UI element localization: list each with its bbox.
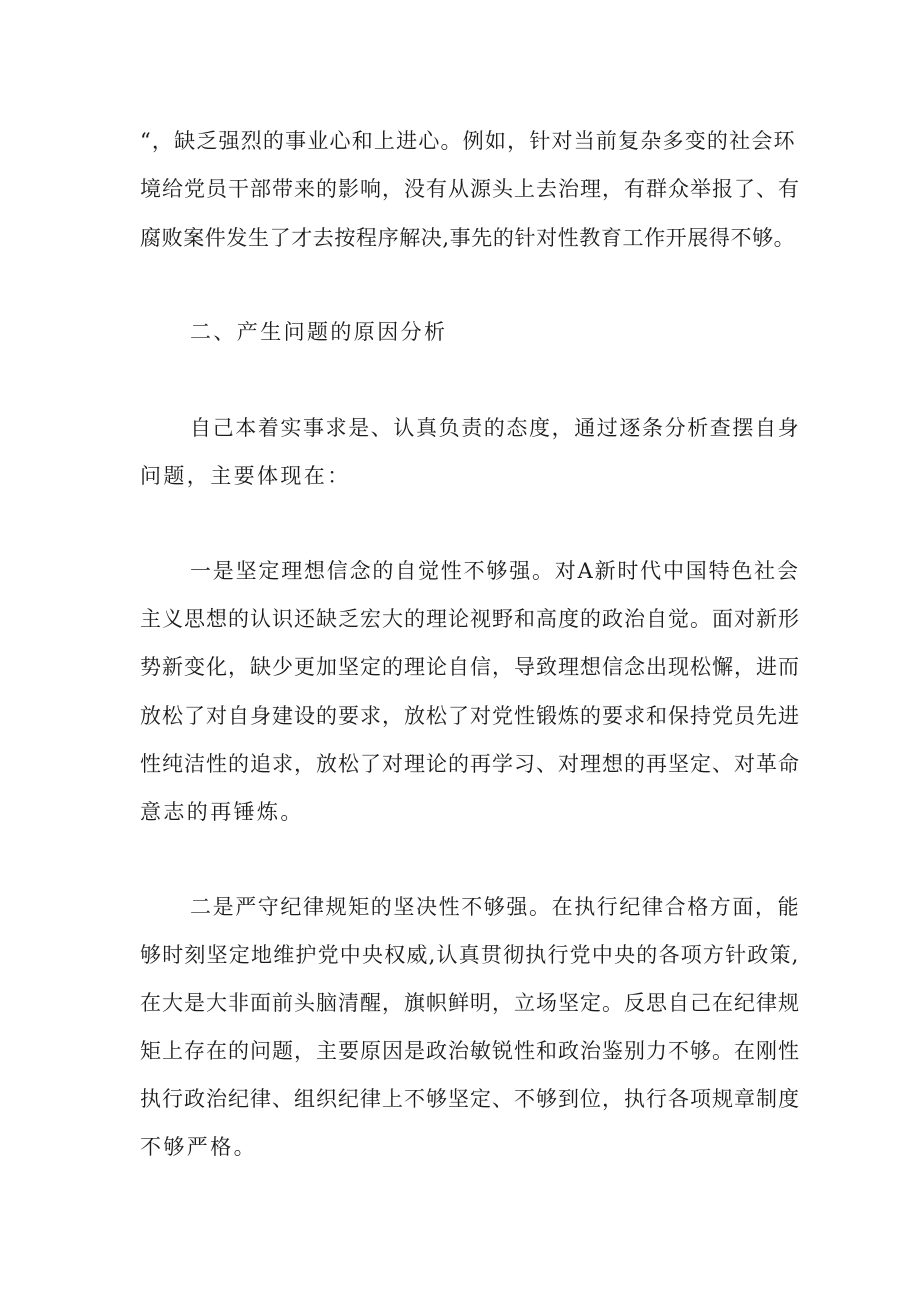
paragraph-2-line-1: 自己本着实事求是、认真负责的态度，通过逐条分析查摆自身 xyxy=(190,416,801,440)
paragraph-4-line-6: 不够严格。 xyxy=(140,1135,257,1159)
paragraph-4-line-2: 够时刻坚定地维护党中央权威,认真贯彻执行党中央的各项方针政策, xyxy=(140,943,800,967)
paragraph-4-line-1: 二是严守纪律规矩的坚决性不够强。在执行纪律合格方面，能 xyxy=(190,895,801,919)
paragraph-3-line-2: 主义思想的认识还缺乏宏大的理论视野和高度的政治自觉。面对新形 xyxy=(140,607,800,631)
paragraph-3-line-6: 意志的再锤炼。 xyxy=(140,800,304,824)
paragraph-3-line-3: 势新变化，缺少更加坚定的理论自信，导致理想信念出现松懈，进而 xyxy=(140,655,800,679)
paragraph-1-line-3: 腐败案件发生了才去按程序解决,事先的针对性教育工作开展得不够。 xyxy=(140,226,796,250)
paragraph-4-line-4: 矩上存在的问题，主要原因是政治敏锐性和政治鉴别力不够。在刚性 xyxy=(140,1039,800,1063)
paragraph-3-line-1: 一是坚定理想信念的自觉性不够强。对A新时代中国特色社会 xyxy=(190,559,800,583)
paragraph-4-line-5: 执行政治纪律、组织纪律上不够坚定、不够到位，执行各项规章制度 xyxy=(140,1087,800,1111)
paragraph-2-line-2: 问题，主要体现在： xyxy=(140,464,351,488)
paragraph-3-line-4: 放松了对自身建设的要求，放松了对党性锻炼的要求和保持党员先进 xyxy=(140,704,800,728)
section-heading: 二、产生问题的原因分析 xyxy=(190,320,448,344)
paragraph-4-line-3: 在大是大非面前头脑清醒，旗帜鲜明，立场坚定。反思自己在纪律规 xyxy=(140,991,800,1015)
paragraph-1-line-1: “，缺乏强烈的事业心和上进心。例如，针对当前复杂多变的社会环 xyxy=(140,129,796,153)
paragraph-1-line-2: 境给党员干部带来的影响，没有从源头上去治理，有群众举报了、有 xyxy=(140,177,800,201)
paragraph-3-line-5: 性纯洁性的追求，放松了对理论的再学习、对理想的再坚定、对革命 xyxy=(140,752,800,776)
